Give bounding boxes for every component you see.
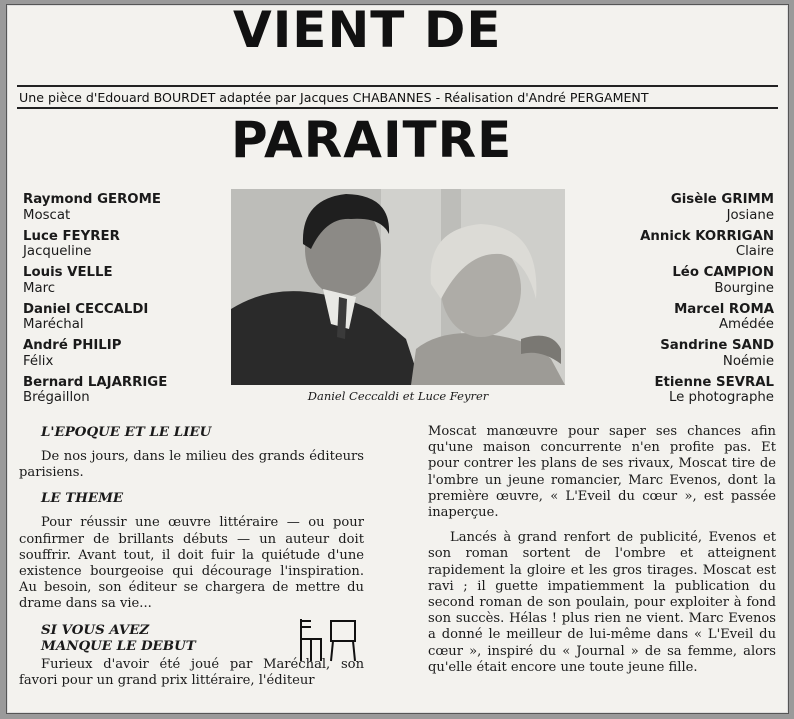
chair-icon	[297, 617, 359, 663]
article-paragraph-2: Lancés à grand renfort de publicité, Evenos et son roman sortent de l'ombre et atteignent rapidement la gloire et les gros tirages. Moscat est ravi ; il guette impatiemment la publication du second roman de son poulain, pour exploiter à fond son succès. Hélas ! plus rien ne vient. Marc Evenos a donné le meilleur de lui-même dans « L'Eveil du cœur », inspiré du « Journal » de sa femme, alors qu'elle était encore une toute jeune fille.	[428, 530, 776, 675]
cast-item	[23, 229, 167, 266]
section-text-theme: Pour réussir une œuvre littéraire — ou pour confirmer de brillants débuts — un auteur doit souffrir. Avant tout, il doit fuir la quiétude d'une existence bourgeoise qui décourage l'inspiration. Au besoin, son éditeur se chargera de mettre du drame dans sa vie...	[19, 515, 364, 612]
title-line-1: VIENT DE	[233, 4, 502, 59]
actor-name: Gisèle GRIMM	[670, 192, 774, 207]
magazine-page	[6, 4, 789, 714]
article-paragraph-1: Moscat manœuvre pour saper ses chances afin qu'une maison concurrente n'en profite pas. Et pour contrer les plans de ses rivaux, Moscat tire de l'ombre un jeune romancier, Marc Evenos, dont la première œuvre, « L'Eveil du cœur », est passée inaperçue.	[428, 424, 776, 521]
role-name: Amédée	[718, 317, 774, 332]
photo-image	[231, 189, 565, 385]
actor-name: Sandrine SAND	[660, 338, 774, 353]
role-name: Noémie	[722, 353, 774, 369]
role-name: Marc	[23, 280, 56, 296]
cast-item	[640, 302, 774, 339]
actor-name: Daniel CECCALDI	[23, 301, 149, 317]
article-column-right	[428, 424, 776, 676]
section-text-epoque: De nos jours, dans le milieu des grands éditeurs parisiens.	[19, 449, 364, 481]
photo	[231, 189, 565, 385]
cast-item	[640, 338, 774, 375]
actor-name: Annick KORRIGAN	[640, 228, 774, 244]
section-heading-debut-1: SI VOUS AVEZ	[41, 621, 150, 638]
cast-list-left	[23, 192, 167, 411]
section-heading-debut-2: MANQUE LE DEBUT	[41, 637, 196, 654]
role-name: Jacqueline	[23, 244, 92, 259]
top-rule	[17, 85, 778, 87]
role-name: Moscat	[23, 207, 71, 223]
actor-name: Marcel ROMA	[674, 301, 774, 317]
actor-name: Luce FEYRER	[23, 228, 120, 244]
actor-name: Louis VELLE	[23, 265, 113, 280]
role-name: Félix	[23, 353, 54, 369]
cast-item	[23, 192, 167, 229]
title-line-2: PARAITRE	[231, 111, 513, 169]
role-name: Claire	[735, 244, 774, 259]
role-name: Brégaillon	[23, 390, 90, 405]
cast-list-right	[640, 192, 774, 411]
role-name: Bourgine	[714, 280, 774, 296]
actor-name: Bernard LAJARRIGE	[23, 374, 168, 390]
actor-name: Léo CAMPION	[672, 265, 774, 280]
cast-item	[23, 302, 167, 339]
cast-item	[640, 265, 774, 302]
photo-caption: Daniel Ceccaldi et Luce Feyrer	[307, 389, 489, 403]
cast-item	[23, 265, 167, 302]
cast-item	[23, 375, 167, 412]
section-heading-epoque: L'EPOQUE ET LE LIEU	[41, 424, 212, 440]
bottom-rule	[17, 107, 778, 109]
actor-name: Raymond GEROME	[23, 192, 161, 207]
cast-item	[640, 229, 774, 266]
section-heading-theme: LE THEME	[41, 490, 124, 507]
role-name: Josiane	[726, 207, 774, 223]
role-name: Maréchal	[23, 317, 84, 332]
actor-name: André PHILIP	[23, 338, 122, 353]
cast-item	[640, 375, 774, 412]
section-text-debut: Furieux d'avoir été joué par Maréchal, son favori pour un grand prix littéraire, l'éditeur	[19, 656, 364, 688]
role-name: Le photographe	[668, 390, 774, 405]
actor-name: Etienne SEVRAL	[654, 374, 774, 390]
byline: Une pièce d'Edouard BOURDET adaptée par Jacques CHABANNES - Réalisation d'André PERGAMENT	[19, 90, 649, 105]
cast-item	[640, 192, 774, 229]
cast-item	[23, 338, 167, 375]
